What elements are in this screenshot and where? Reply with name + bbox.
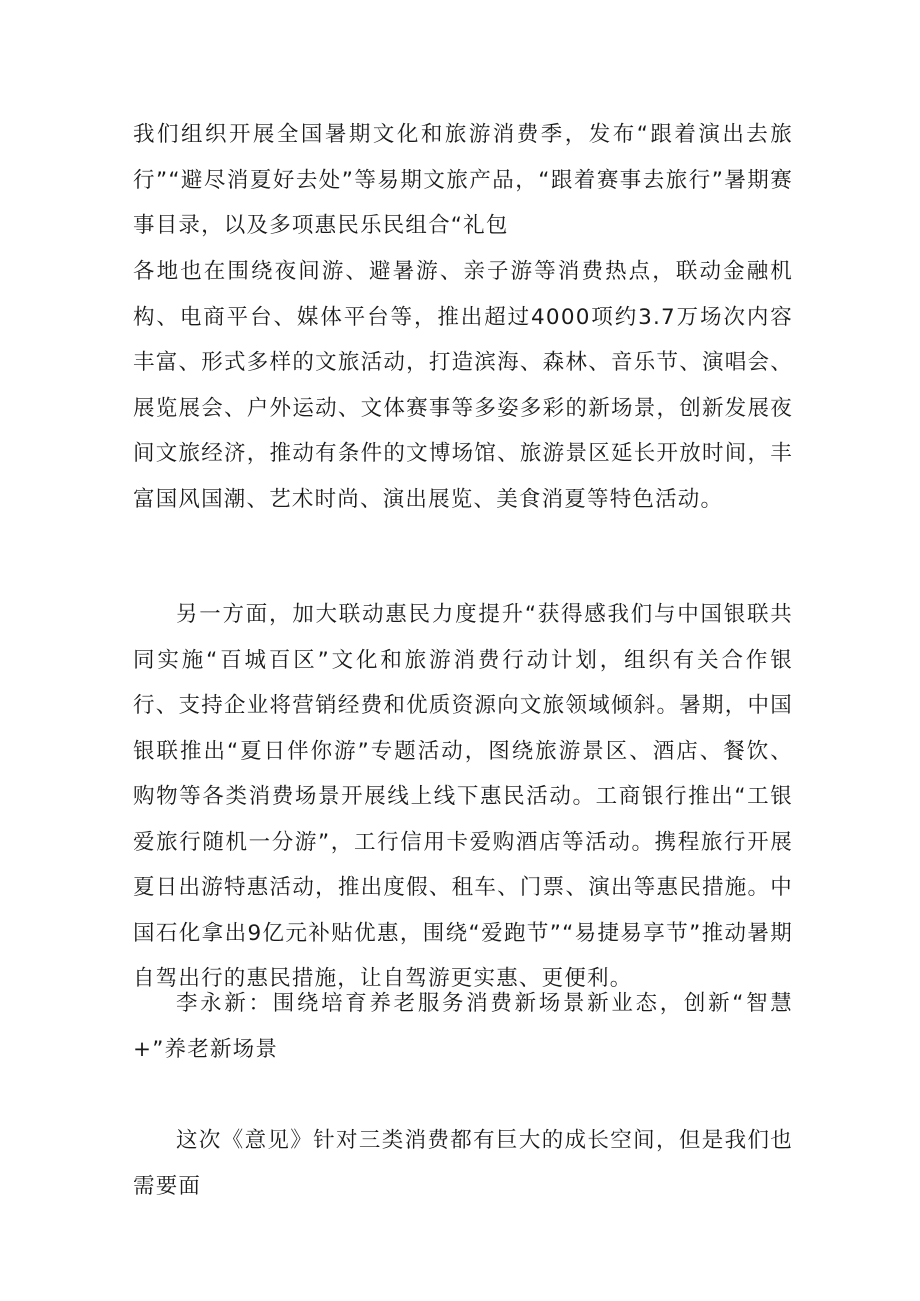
paragraph-li-yongxin-heading: 李永新：围绕培育养老服务消费新场景新业态，创新“智慧+”养老新场景 [133, 991, 793, 1062]
paragraph-local-activities: 各地也在围绕夜间游、避暑游、亲子游等消费热点，联动金融机构、电商平台、媒体平台等，推出超过4000项约3.7万场次内容丰富、形式多样的文旅活动，打造滨海、森林、音乐节、演唱会、展览展会、户外运动、文体赛事等多姿多彩的新场景，创新发展夜间文旅经济，推动有条件的文博场馆、旅游景区延长开放时间，丰富国风国潮、艺术时尚、演出展览、美食消夏等特色活动。 [133, 259, 793, 512]
paragraph-opinion-intro: 这次《意见》针对三类消费都有巨大的成长空间，但是我们也需要面 [133, 1128, 793, 1199]
paragraph-unionpay-campaign: 另一方面，加大联动惠民力度提升“获得感我们与中国银联共同实施“百城百区”文化和旅游消费行动计划，组织有关合作银行、支持企业将营销经费和优质资源向文旅领域倾斜。暑期，中国银联推出“夏日伴你游”专题活动，图绕旅游景区、酒店、餐饮、购物等各类消费场景开展线上线下惠民活动。工商银行推出“工银爱旅行随机一分游”，工行信用卡爱购酒店等活动。携程旅行开展夏日出游特惠活动，推出度假、租车、门票、演出等惠民措施。中国石化拿出9亿元补贴优惠，围绕“爱跑节”“易捷易享节”推动暑期自驾出行的惠民措施，让自驾游更实惠、更便利。 [133, 602, 793, 991]
paragraph-summer-season: 我们组织开展全国暑期文化和旅游消费季，发布“跟着演出去旅行”“避尽消夏好去处”等易期文旅产品，“跟着赛事去旅行”暑期赛事目录，以及多项惠民乐民组合“礼包 [133, 122, 793, 238]
